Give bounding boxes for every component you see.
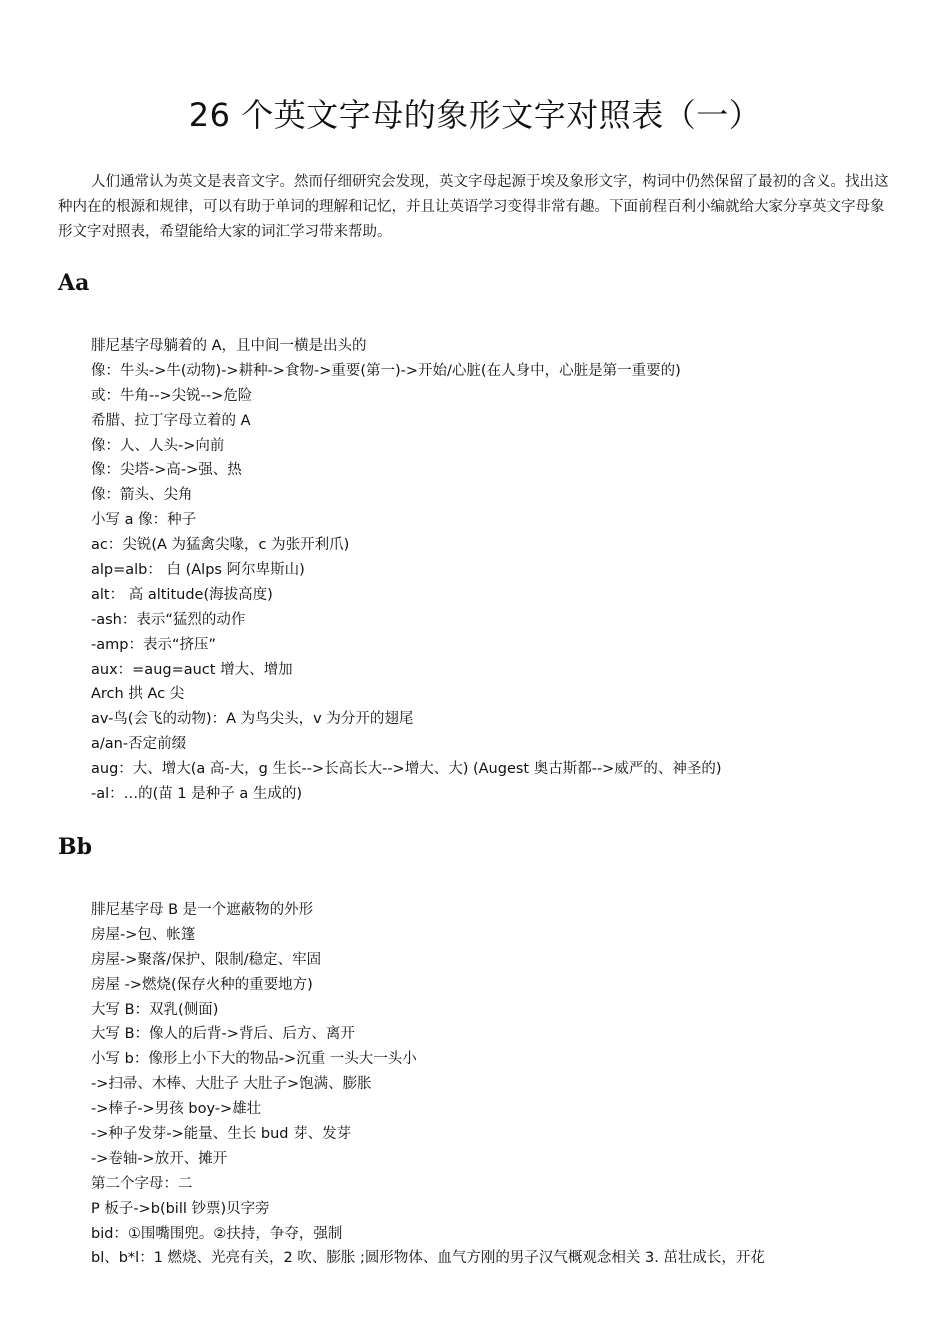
entry-line: 房屋 ->燃烧(保存火种的重要地方) [91, 976, 313, 993]
entry-line: 像：牛头->牛(动物)->耕种->食物->重要(第一)->开始/心脏(在人身中，心脏是第一重要的) [91, 362, 681, 379]
entry-line: P 板子->b(bill 钞票)贝字旁 [91, 1200, 270, 1217]
entry-line: 腓尼基字母 B 是一个遮蔽物的外形 [91, 902, 314, 918]
entry-line: alt： 高 altitude(海拔高度) [91, 586, 273, 603]
entry-line: 像：箭头、尖角 [91, 487, 193, 504]
entry-line: -al：…的(苗 1 是种子 a 生成的) [91, 786, 303, 803]
entry-line: -amp：表示“挤压” [91, 636, 216, 653]
section-heading-bb: Bb [58, 834, 92, 860]
entry-line: a/an-否定前缀 [91, 736, 187, 753]
entry-line: 像：尖塔->高->强、热 [91, 462, 242, 479]
section-heading-aa: Aa [58, 270, 90, 296]
entry-line: 第二个字母：二 [91, 1175, 193, 1192]
entry-line: 房屋->聚落/保护、限制/稳定、牢固 [91, 951, 322, 968]
entry-line: ->种子发芽->能量、生长 bud 芽、发芽 [91, 1126, 352, 1143]
entry-line: ->卷轴->放开、摊开 [91, 1150, 228, 1167]
entry-line: 腓尼基字母躺着的 A，且中间一横是出头的 [91, 338, 367, 354]
entry-line: 小写 b：像形上小下大的物品->沉重 一头大一头小 [91, 1051, 417, 1068]
entry-line: aug：大、增大(a 高-大，g 生长-->长高长大-->增大、大) (Augest 奥古斯都-->威严的、神圣的) [91, 761, 722, 778]
entry-line: 希腊、拉丁字母立着的 A [91, 412, 251, 429]
entry-line: 大写 B：双乳(侧面) [91, 1001, 219, 1018]
entry-line: av-鸟(会飞的动物)：A 为鸟尖头，v 为分开的翅尾 [91, 711, 414, 728]
entry-line: bid：①围嘴围兜。②扶持，争夺，强制 [91, 1225, 343, 1242]
entry-line: 或：牛角-->尖锐-->危险 [91, 387, 253, 404]
entry-line: 大写 B：像人的后背->背后、后方、离开 [91, 1026, 355, 1043]
intro-paragraph: 人们通常认为英文是表音文字。然而仔细研究会发现，英文字母起源于埃及象形文字，构词中仍然保留了最初的含义。找出这种内在的根源和规律，可以有助于单词的理解和记忆，并且让英语学习变得非常有趣。下面前程百利小编就给大家分享英文字母象形文字对照表，希望能给大家的词汇学习带来帮助。 [58, 174, 889, 240]
entry-line: 像：人、人头->向前 [91, 437, 225, 454]
entry-line: Arch 拱 Ac 尖 [91, 686, 185, 703]
page-title: 26 个英文字母的象形文字对照表（一） [188, 96, 762, 135]
entry-line: ->扫帚、木棒、大肚子 大肚子>饱满、膨胀 [91, 1076, 372, 1093]
entry-line: 小写 a 像：种子 [91, 512, 197, 529]
entry-line: -ash：表示“猛烈的动作 [91, 611, 246, 628]
entry-line: bl、b*l：1 燃烧、光亮有关，2 吹、膨胀 ;圆形物体、血气方刚的男子汉气概观念相关 3. 茁壮成长，开花 [91, 1250, 765, 1267]
entry-line: alp=alb： 白 (Alps 阿尔卑斯山) [91, 562, 305, 579]
entry-line: ->棒子->男孩 boy->雄壮 [91, 1101, 262, 1118]
entry-line: 房屋->包、帐篷 [91, 926, 196, 943]
entry-list-aa [91, 334, 721, 807]
entry-list-bb [91, 898, 765, 1271]
entry-line: ac：尖锐(A 为猛禽尖喙，c 为张开利爪) [91, 537, 350, 554]
entry-line: aux：=aug=auct 增大、增加 [91, 661, 293, 678]
